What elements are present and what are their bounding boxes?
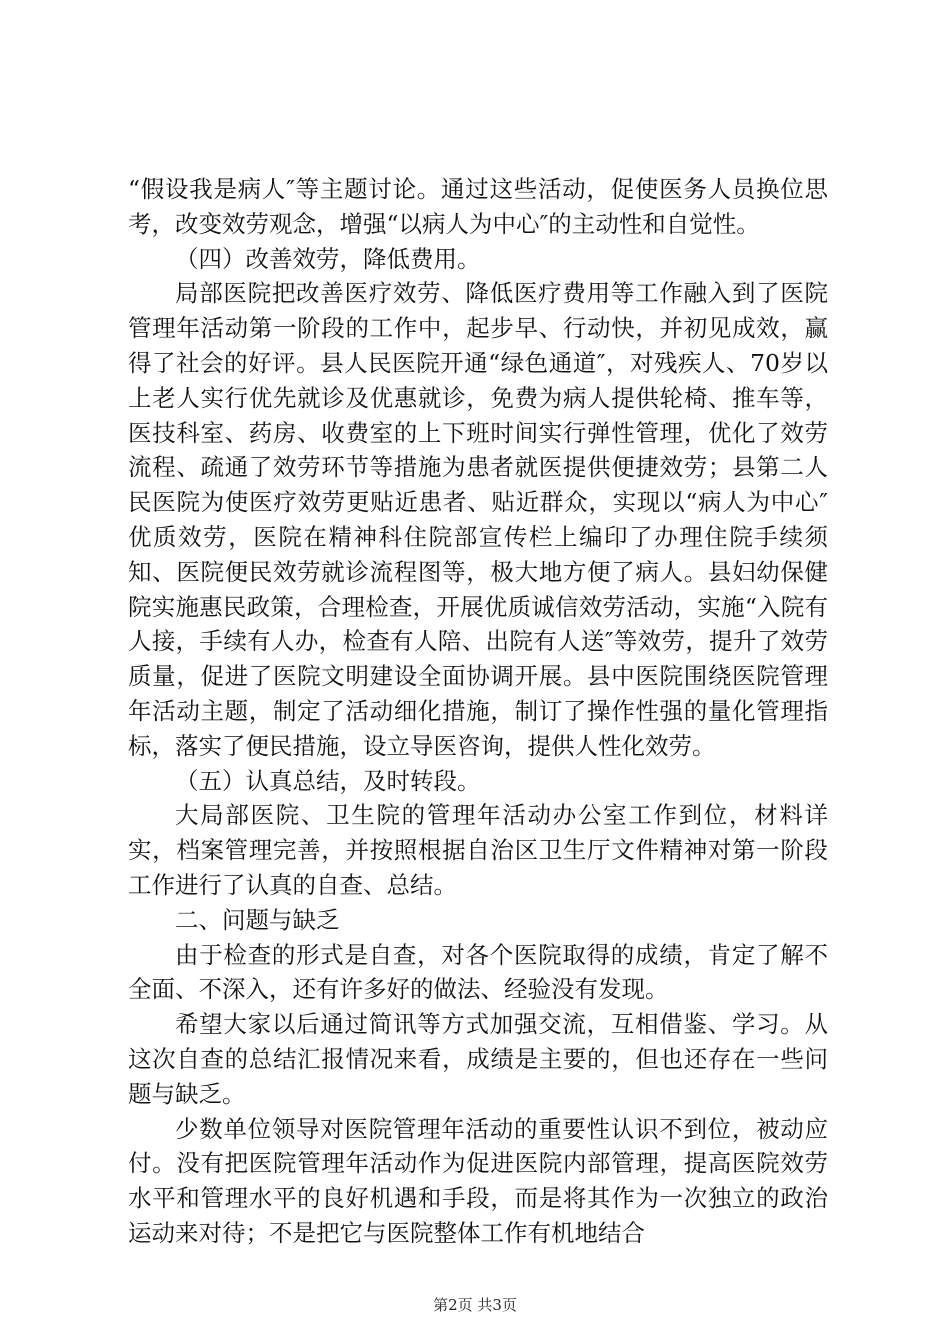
page-number-footer: 第2页 共3页 (433, 1296, 517, 1314)
paragraph-service-improvement: 局部医院把改善医疗效劳、降低医疗费用等工作融入到了医院管理年活动第一阶段的工作中，起步早、行动快，并初见成效，赢得了社会的好评。县人民医院开通“绿色通道″，对残疾人、70岁以上老人实行优先就诊及优惠就诊，免费为病人提供轮椅、推车等，医技科室、药房、收费室的上下班时间实行弹性管理，优化了效劳流程、疏通了效劳环节等措施为患者就医提供便捷效劳；县第二人民医院为使医疗效劳更贴近患者、贴近群众，实现以“病人为中心″优质效劳，医院在精神科住院部宣传栏上编印了办理住院手续须知、医院便民效劳就诊流程图等，极大地方便了病人。县妇幼保健院实施惠民政策，合理检查，开展优质诚信效劳活动，实施“入院有人接，手续有人办，检查有人陪、出院有人送″等效劳，提升了效劳质量，促进了医院文明建设全面协调开展。县中医院围绕医院管理年活动主题，制定了活动细化措施，制订了操作性强的量化管理指标，落实了便民措施，设立导医咨询，提供人性化效劳。 (128, 279, 828, 760)
section-heading-problems: 二、问题与缺乏 (175, 905, 340, 934)
document-body (128, 172, 828, 1251)
paragraph-summary: 大局部医院、卫生院的管理年活动办公室工作到位，材料详实，档案管理完善，并按照根据自治区卫生厅文件精神对第一阶段工作进行了认真的自查、总结。 (128, 801, 828, 899)
section-heading-5: （五）认真总结，及时转段。 (175, 766, 481, 795)
paragraph-continuation: “假设我是病人″等主题讨论。通过这些活动，促使医务人员换位思考，改变效劳观念，增强“以病人为中心″的主动性和自觉性。 (128, 175, 828, 238)
paragraph-self-inspection: 由于检查的形式是自查，对各个医院取得的成绩，肯定了解不全面、不深入，还有许多好的做法、经验没有发现。 (128, 940, 828, 1004)
paragraph-leadership-issues: 少数单位领导对医院管理年活动的重要性认识不到位，被动应付。没有把医院管理年活动作为促进医院内部管理，提高医院效劳水平和管理水平的良好机遇和手段，而是将其作为一次独立的政治运动来对待；不是把它与医院整体工作有机地结合 (128, 1114, 828, 1247)
section-heading-4: （四）改善效劳，降低费用。 (175, 244, 481, 273)
paragraph-exchange: 希望大家以后通过简讯等方式加强交流，互相借鉴、学习。从这次自查的总结汇报情况来看，成绩是主要的，但也还存在一些问题与缺乏。 (128, 1010, 828, 1108)
